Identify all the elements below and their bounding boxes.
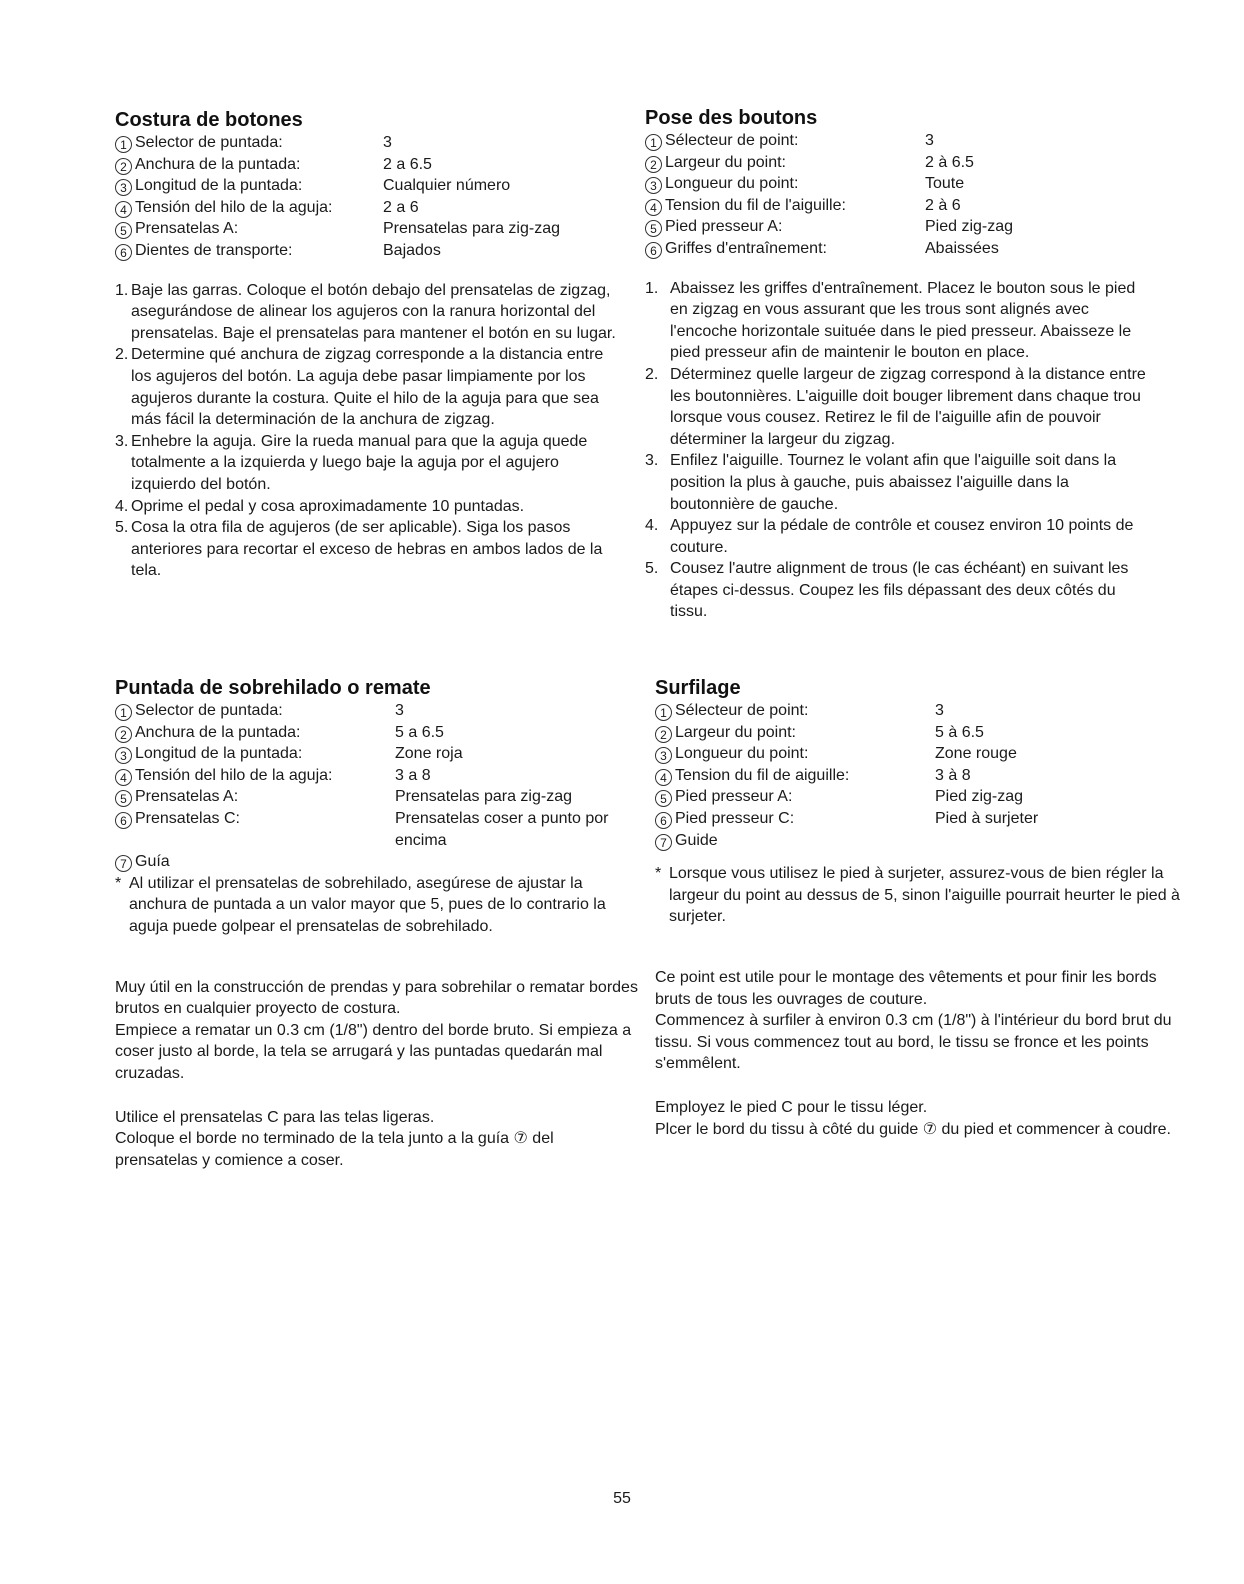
setting-value: 5 a 6.5 xyxy=(395,723,444,741)
step xyxy=(115,517,620,582)
step-number: 5. xyxy=(645,560,659,578)
setting-value: 3 xyxy=(383,134,392,151)
setting-row xyxy=(115,175,645,197)
step-number: 2. xyxy=(645,365,659,383)
setting-value: Pied zig-zag xyxy=(925,218,1014,236)
circled-number: 4 xyxy=(645,199,662,216)
step-text: Cosa la otra fila de agujeros (de ser aplicable). Siga los pasos anteriores para recortar el exceso de hebras en ambos lados de la tela. xyxy=(131,519,603,580)
step-number: 5. xyxy=(115,519,129,537)
setting-label: Largeur du point: xyxy=(665,153,786,171)
setting-label: Longueur du point: xyxy=(665,175,799,193)
step-number: 1. xyxy=(115,281,129,299)
setting-row xyxy=(645,195,1175,217)
settings-list xyxy=(655,700,1185,851)
setting-label: Selector de puntada: xyxy=(135,702,283,719)
asterisk: * xyxy=(655,865,662,883)
circled-number: 2 xyxy=(115,726,132,743)
setting-label: Griffes d'entraînement: xyxy=(665,239,827,257)
step xyxy=(115,431,620,496)
step-number: 4. xyxy=(645,517,659,535)
asterisk: * xyxy=(115,874,122,892)
setting-value: Zone roja xyxy=(395,745,463,763)
setting-label: Guide xyxy=(675,831,718,849)
setting-row xyxy=(645,216,1175,238)
circled-number: 7 xyxy=(655,834,672,851)
setting-label: Prensatelas A: xyxy=(135,788,239,806)
setting-label: Sélecteur de point: xyxy=(665,132,799,149)
settings-list xyxy=(645,130,1175,260)
page-number: 55 xyxy=(613,1490,631,1507)
setting-label: Tension du fil de aiguille: xyxy=(675,766,850,784)
section-surfilage xyxy=(655,676,1185,1140)
setting-value: Prensatelas para zig-zag xyxy=(395,788,572,806)
setting-label: Guía xyxy=(135,853,170,871)
setting-value: Toute xyxy=(925,175,965,193)
paragraph: Commencez à surfiler à environ 0.3 cm (1/8") à l'intérieur du bord brut du tissu. Si vous commencez tout au bord, le tissu se fronce et les points s'emmêlent. xyxy=(655,1012,1172,1073)
step-number: 3. xyxy=(645,452,659,470)
setting-value: 2 à 6 xyxy=(925,196,961,214)
paragraph: Plcer le bord du tissu à côté du guide ⑦ du pied et commencer à coudre. xyxy=(655,1120,1171,1138)
step-text: Appuyez sur la pédale de contrôle et cousez environ 10 points de couture. xyxy=(670,517,1134,556)
step xyxy=(645,558,1155,623)
setting-row xyxy=(115,765,645,787)
paragraph: Ce point est utile pour le montage des vêtements et pour finir les bords bruts de tous les ouvrages de couture. xyxy=(655,968,1157,1008)
setting-value: Prensatelas coser a punto por encima xyxy=(395,809,609,849)
setting-row xyxy=(655,722,1185,744)
step xyxy=(645,450,1155,515)
paragraph: Employez le pied C pour le tissu léger. xyxy=(655,1098,928,1116)
step xyxy=(115,344,620,430)
setting-label: Dientes de transporte: xyxy=(135,241,293,259)
setting-row xyxy=(655,786,1185,808)
step xyxy=(645,515,1155,558)
setting-row xyxy=(645,173,1175,195)
setting-value xyxy=(935,830,1185,852)
step xyxy=(115,496,620,518)
setting-label: Tensión del hilo de la aguja: xyxy=(135,766,333,784)
circled-number: 4 xyxy=(115,201,132,218)
setting-label: Tensión del hilo de la aguja: xyxy=(135,198,333,216)
note-text: Lorsque vous utilisez le pied à surjeter, assurez-vous de bien régler la largeur du point au dessus de 5, sinon l'aiguille pourrait heurter le pied à surjeter. xyxy=(669,865,1180,926)
circled-number: 4 xyxy=(655,769,672,786)
setting-label: Pied presseur C: xyxy=(675,809,795,827)
circled-number: 6 xyxy=(655,812,672,829)
step-text: Enhebre la aguja. Gire la rueda manual para que la aguja quede totalmente a la izquierda y luego baje la aguja por el agujero izquierdo del botón. xyxy=(131,432,588,493)
step-text: Déterminez quelle largeur de zigzag correspond à la distance entre les boutonnières. L'aiguille doit bouger librement dans chaque trou lorsque vous cousez. Retirez le fil de l'aiguille afin de pouvoir déterminer la largeur du zigzag. xyxy=(670,365,1146,448)
setting-row xyxy=(655,743,1185,765)
setting-value: 3 xyxy=(925,132,934,149)
setting-row xyxy=(115,722,645,744)
setting-label: Prensatelas C: xyxy=(135,809,240,827)
setting-value: Prensatelas para zig-zag xyxy=(383,220,560,238)
setting-label: Selector de puntada: xyxy=(135,134,283,151)
section-title: Costura de botones xyxy=(115,109,303,131)
circled-number: 1 xyxy=(655,704,672,721)
paragraph: Coloque el borde no terminado de la tela junto a la guía ⑦ del prensatelas y comience a coser. xyxy=(115,1130,554,1169)
section-puntada-de-sobrehilado xyxy=(115,676,645,1171)
circled-number: 3 xyxy=(655,747,672,764)
section-title: Surfilage xyxy=(655,677,741,699)
setting-label: Tension du fil de l'aiguille: xyxy=(665,196,846,214)
section-title: Puntada de sobrehilado o remate xyxy=(115,677,431,699)
section-title: Pose des boutons xyxy=(645,107,818,129)
circled-number: 2 xyxy=(645,156,662,173)
circled-number: 6 xyxy=(115,244,132,261)
setting-label: Longitud de la puntada: xyxy=(135,177,303,195)
setting-value: 3 a 8 xyxy=(395,766,431,784)
setting-label: Longitud de la puntada: xyxy=(135,745,303,763)
description xyxy=(655,967,1175,1140)
steps-list xyxy=(645,278,1155,624)
setting-label: Pied presseur A: xyxy=(675,788,793,806)
step-text: Cousez l'autre alignment de trous (le cas échéant) en suivant les étapes ci-dessus. Coupez les fils dépassant des deux côtés du tissu. xyxy=(670,560,1129,621)
circled-number: 3 xyxy=(115,179,132,196)
setting-label: Anchura de la puntada: xyxy=(135,155,301,173)
step-text: Abaissez les griffes d'entraînement. Placez le bouton sous le pied en zigzag en vous assurant que les trous sont alignés avec l'encoche horizontale suituée dans le pied presseur. Abaisseze le pied presseur afin de maintenir le bouton en place. xyxy=(670,279,1136,362)
setting-label: Pied presseur A: xyxy=(665,218,783,236)
step-number: 3. xyxy=(115,432,129,450)
step-text: Baje las garras. Coloque el botón debajo del prensatelas de zigzag, asegurándose de alinear los agujeros con la ranura horizontal del prensatelas. Baje el prensatelas para mantener el botón en su lugar. xyxy=(131,281,616,342)
circled-number: 2 xyxy=(655,726,672,743)
circled-number: 1 xyxy=(115,136,132,153)
circled-number: 5 xyxy=(115,790,132,807)
settings-list xyxy=(115,700,645,873)
setting-row xyxy=(655,700,1185,722)
paragraph: Empiece a rematar un 0.3 cm (1/8") dentro del borde bruto. Si empieza a coser justo al borde, la tela se arrugará y las puntadas quedarán mal cruzadas. xyxy=(115,1021,632,1082)
setting-row xyxy=(655,830,1185,852)
circled-number: 3 xyxy=(115,747,132,764)
circled-number: 5 xyxy=(115,222,132,239)
setting-label: Sélecteur de point: xyxy=(675,702,809,719)
step xyxy=(115,280,620,345)
setting-row xyxy=(115,808,645,851)
step-text: Enfilez l'aiguille. Tournez le volant afin que l'aiguille soit dans la position la plus à gauche, puis abaissez l'aiguille dans la boutonnière de gauche. xyxy=(670,452,1117,513)
step-number: 4. xyxy=(115,497,129,515)
setting-row xyxy=(645,238,1175,260)
setting-row xyxy=(115,197,645,219)
setting-value: 2 à 6.5 xyxy=(925,153,974,171)
settings-list xyxy=(115,132,645,262)
circled-number: 7 xyxy=(115,855,132,872)
step-text: Determine qué anchura de zigzag corresponde a la distancia entre los agujeros del botón. La aguja debe pasar limpiamente por los agujeros durante la costura. Quite el hilo de la aguja para que sea más fácil la determinación de la anchura de zigzag. xyxy=(131,346,604,429)
setting-row xyxy=(655,808,1185,830)
setting-row xyxy=(115,851,645,873)
steps-list xyxy=(115,280,620,582)
setting-row xyxy=(115,786,645,808)
circled-number: 5 xyxy=(645,220,662,237)
circled-number: 3 xyxy=(645,177,662,194)
setting-value: 2 a 6.5 xyxy=(383,155,432,173)
setting-value: Bajados xyxy=(383,241,441,259)
setting-value: 5 à 6.5 xyxy=(935,723,984,741)
setting-row xyxy=(645,152,1175,174)
setting-row xyxy=(115,132,645,154)
setting-value: Pied zig-zag xyxy=(935,788,1024,806)
setting-value: 3 xyxy=(935,702,944,719)
setting-label: Longueur du point: xyxy=(675,745,809,763)
circled-number: 6 xyxy=(115,812,132,829)
setting-value: 3 à 8 xyxy=(935,766,971,784)
step-number: 1. xyxy=(645,279,659,297)
setting-label: Anchura de la puntada: xyxy=(135,723,301,741)
step-number: 2. xyxy=(115,346,129,364)
circled-number: 6 xyxy=(645,242,662,259)
setting-value xyxy=(395,851,645,873)
setting-value: Zone rouge xyxy=(935,745,1017,763)
setting-row xyxy=(115,700,645,722)
setting-value: 2 a 6 xyxy=(383,198,419,216)
setting-value: Cualquier número xyxy=(383,177,511,195)
note xyxy=(655,863,1180,928)
section-pose-des-boutons xyxy=(645,106,1175,623)
setting-row xyxy=(115,743,645,765)
setting-label: Prensatelas A: xyxy=(135,220,239,238)
circled-number: 1 xyxy=(645,134,662,151)
section-costura-de-botones xyxy=(115,108,645,582)
step xyxy=(645,278,1155,364)
paragraph: Utilice el prensatelas C para las telas ligeras. xyxy=(115,1108,435,1126)
description xyxy=(115,977,640,1172)
note-text: Al utilizar el prensatelas de sobrehilado, asegúrese de ajustar la anchura de puntada a un valor mayor que 5, pues de lo contrario la aguja puede golpear el prensatelas de sobrehilado. xyxy=(129,874,606,935)
step xyxy=(645,364,1155,450)
circled-number: 1 xyxy=(115,704,132,721)
setting-value: Pied à surjeter xyxy=(935,809,1039,827)
note xyxy=(115,873,640,938)
circled-number: 4 xyxy=(115,769,132,786)
setting-row xyxy=(115,240,645,262)
setting-row xyxy=(645,130,1175,152)
setting-value: Abaissées xyxy=(925,239,999,257)
circled-number: 2 xyxy=(115,158,132,175)
setting-row xyxy=(115,218,645,240)
circled-number: 5 xyxy=(655,790,672,807)
setting-row xyxy=(655,765,1185,787)
setting-label: Largeur du point: xyxy=(675,723,796,741)
setting-row xyxy=(115,154,645,176)
paragraph: Muy útil en la construcción de prendas y para sobrehilar o rematar bordes brutos en cualquier proyecto de costura. xyxy=(115,978,638,1018)
step-text: Oprime el pedal y cosa aproximadamente 10 puntadas. xyxy=(131,497,525,515)
setting-value: 3 xyxy=(395,702,404,719)
